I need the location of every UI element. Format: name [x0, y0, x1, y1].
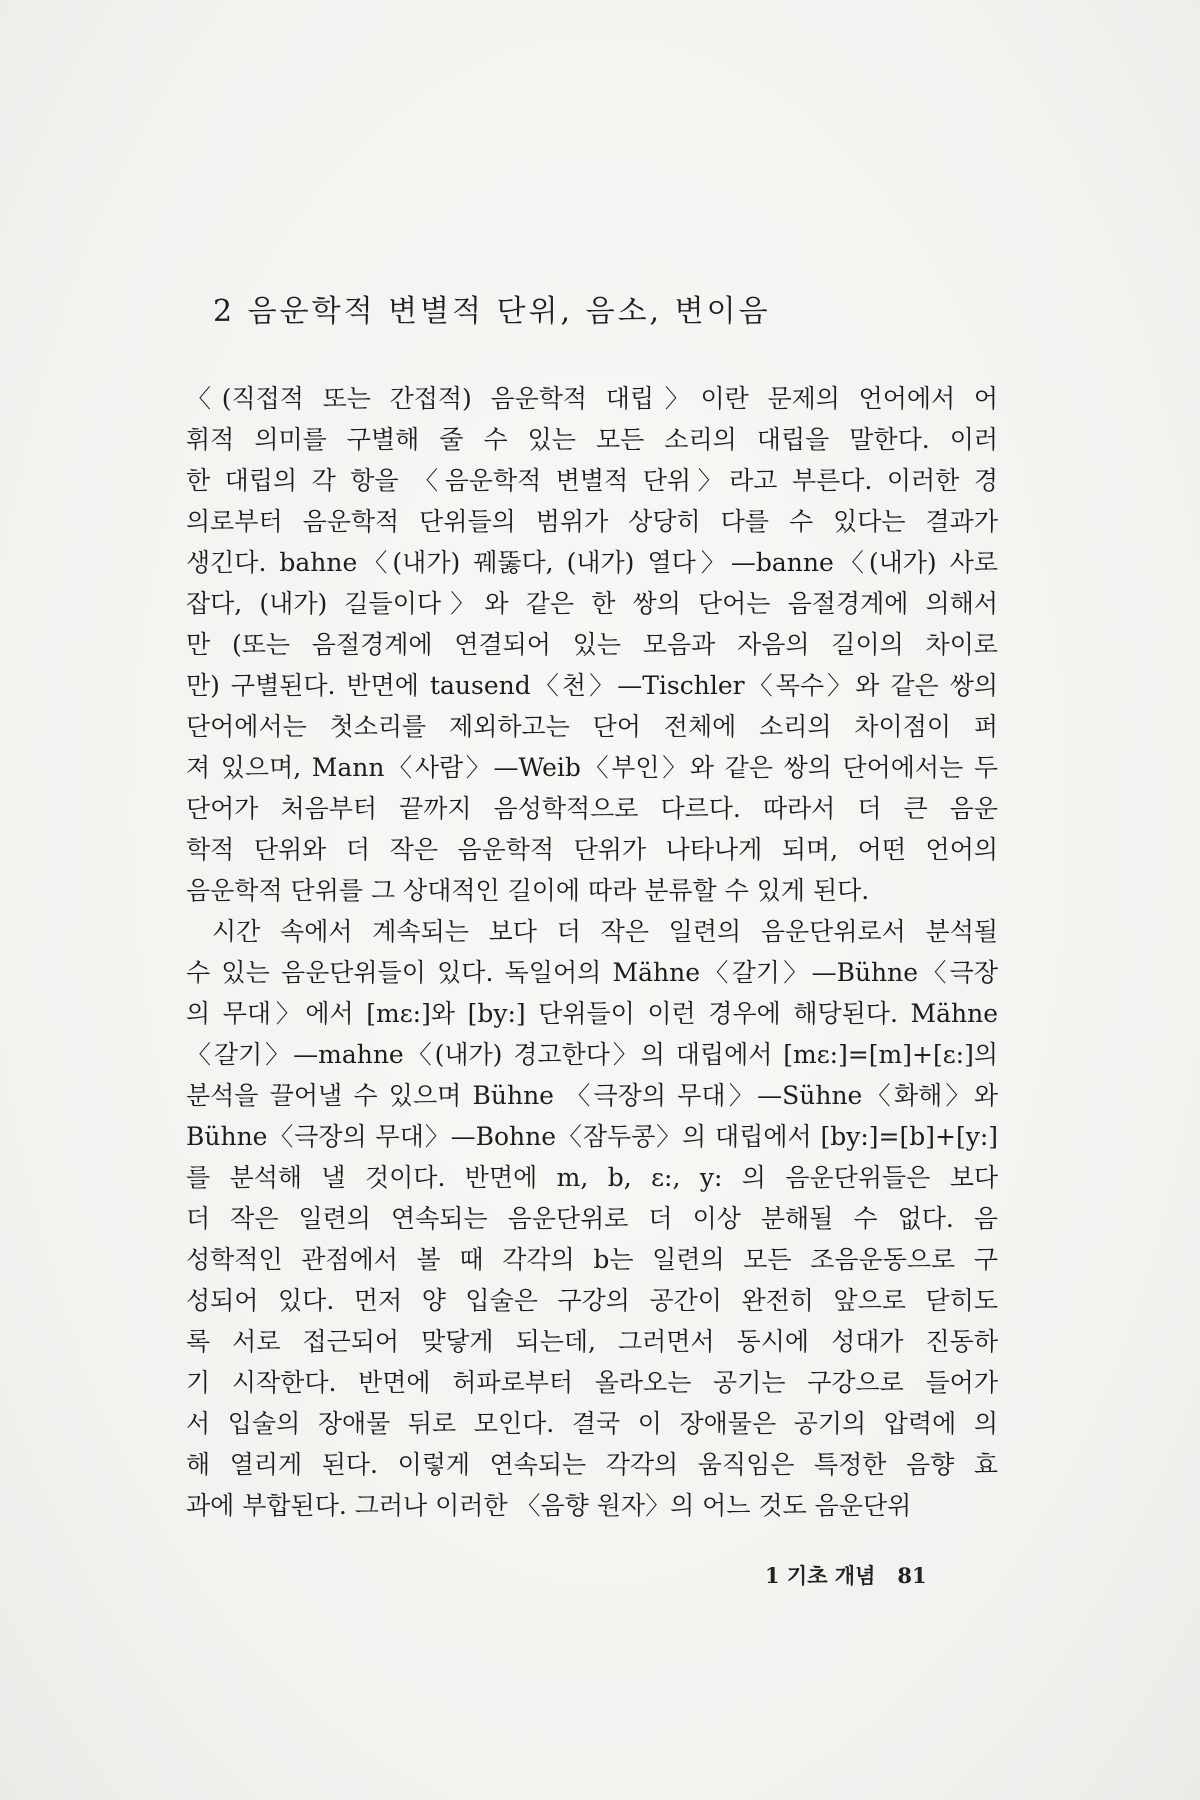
- text-line: 단어에서는 첫소리를 제외하고는 단어 전체에 소리의 차이점이 퍼: [186, 712, 998, 741]
- running-footer-chapter: 1 기초 개념: [765, 1563, 876, 1588]
- text-line: 만) 구별된다. 반면에 tausend〈천〉—Tischler〈목수〉와 같은 쌍의: [186, 671, 998, 700]
- text-line: 음운학적 단위를 그 상대적인 길이에 따라 분류할 수 있게 된다.: [186, 876, 870, 905]
- paragraph: [186, 911, 998, 1526]
- text-line: 를 분석해 낼 것이다. 반면에 m, b, ɛ:, y: 의 음운단위들은 보다: [186, 1163, 998, 1192]
- paragraph: [186, 378, 998, 911]
- text-line: 분석을 끌어낼 수 있으며 Bühne 〈극장의 무대〉—Sühne〈화해〉와: [186, 1081, 998, 1110]
- text-line: 잡다, (내가) 길들이다〉와 같은 한 쌍의 단어는 음절경계에 의해서: [186, 589, 998, 618]
- text-line: 휘적 의미를 구별해 줄 수 있는 모든 소리의 대립을 말한다. 이러: [186, 425, 998, 454]
- text-line: 해 열리게 된다. 이렇게 연속되는 각각의 움직임은 특정한 음향 효: [186, 1450, 998, 1479]
- section-heading: 2 음운학적 변별적 단위, 음소, 변이음: [213, 294, 771, 329]
- text-line: 의 무대〉에서 [mɛ:]와 [by:] 단위들이 이런 경우에 해당된다. Mähne: [186, 999, 998, 1028]
- text-line: 한 대립의 각 항을 〈음운학적 변별적 단위〉라고 부른다. 이러한 경: [186, 466, 998, 495]
- text-line: 〈갈기〉—mahne〈(내가) 경고한다〉의 대립에서 [mɛ:]=[m]+[ɛ:]의: [186, 1040, 998, 1069]
- text-line: 수 있는 음운단위들이 있다. 독일어의 Mähne〈갈기〉—Bühne〈극장: [186, 958, 998, 987]
- text-line: 단어가 처음부터 끝까지 음성학적으로 다르다. 따라서 더 큰 음운: [186, 794, 998, 823]
- text-line: 〈(직접적 또는 간접적) 음운학적 대립〉이란 문제의 언어에서 어: [186, 384, 998, 413]
- text-line: Bühne〈극장의 무대〉—Bohne〈잠두콩〉의 대립에서 [by:]=[b]+[y:]: [186, 1122, 998, 1151]
- text-line: 생긴다. bahne〈(내가) 꿰뚫다, (내가) 열다〉—banne〈(내가) 사로: [186, 548, 998, 577]
- text-line: 과에 부합된다. 그러나 이러한 〈음향 원자〉의 어느 것도 음운단위: [186, 1491, 912, 1520]
- text-line: 더 작은 일련의 연속되는 음운단위로 더 이상 분해될 수 없다. 음: [186, 1204, 998, 1233]
- text-line: 만 (또는 음절경계에 연결되어 있는 모음과 자음의 길이의 차이로: [186, 630, 998, 659]
- text-line: 시간 속에서 계속되는 보다 더 작은 일련의 음운단위로서 분석될: [212, 917, 998, 946]
- text-line: 성되어 있다. 먼저 양 입술은 구강의 공간이 완전히 앞으로 닫히도: [186, 1286, 998, 1315]
- text-line: 의로부터 음운학적 단위들의 범위가 상당히 다를 수 있다는 결과가: [186, 507, 998, 536]
- body-text: [186, 378, 998, 1526]
- page-number: 81: [897, 1563, 927, 1588]
- text-line: 성학적인 관점에서 볼 때 각각의 b는 일련의 모든 조음운동으로 구: [186, 1245, 998, 1274]
- page-footer: [765, 1560, 927, 1590]
- text-line: 서 입술의 장애물 뒤로 모인다. 결국 이 장애물은 공기의 압력에 의: [186, 1409, 998, 1438]
- text-line: 기 시작한다. 반면에 허파로부터 올라오는 공기는 구강으로 들어가: [186, 1368, 998, 1397]
- text-line: 져 있으며, Mann〈사람〉—Weib〈부인〉와 같은 쌍의 단어에서는 두: [186, 753, 998, 782]
- text-line: 학적 단위와 더 작은 음운학적 단위가 나타나게 되며, 어떤 언어의: [186, 835, 998, 864]
- text-line: 록 서로 접근되어 맞닿게 되는데, 그러면서 동시에 성대가 진동하: [186, 1327, 998, 1356]
